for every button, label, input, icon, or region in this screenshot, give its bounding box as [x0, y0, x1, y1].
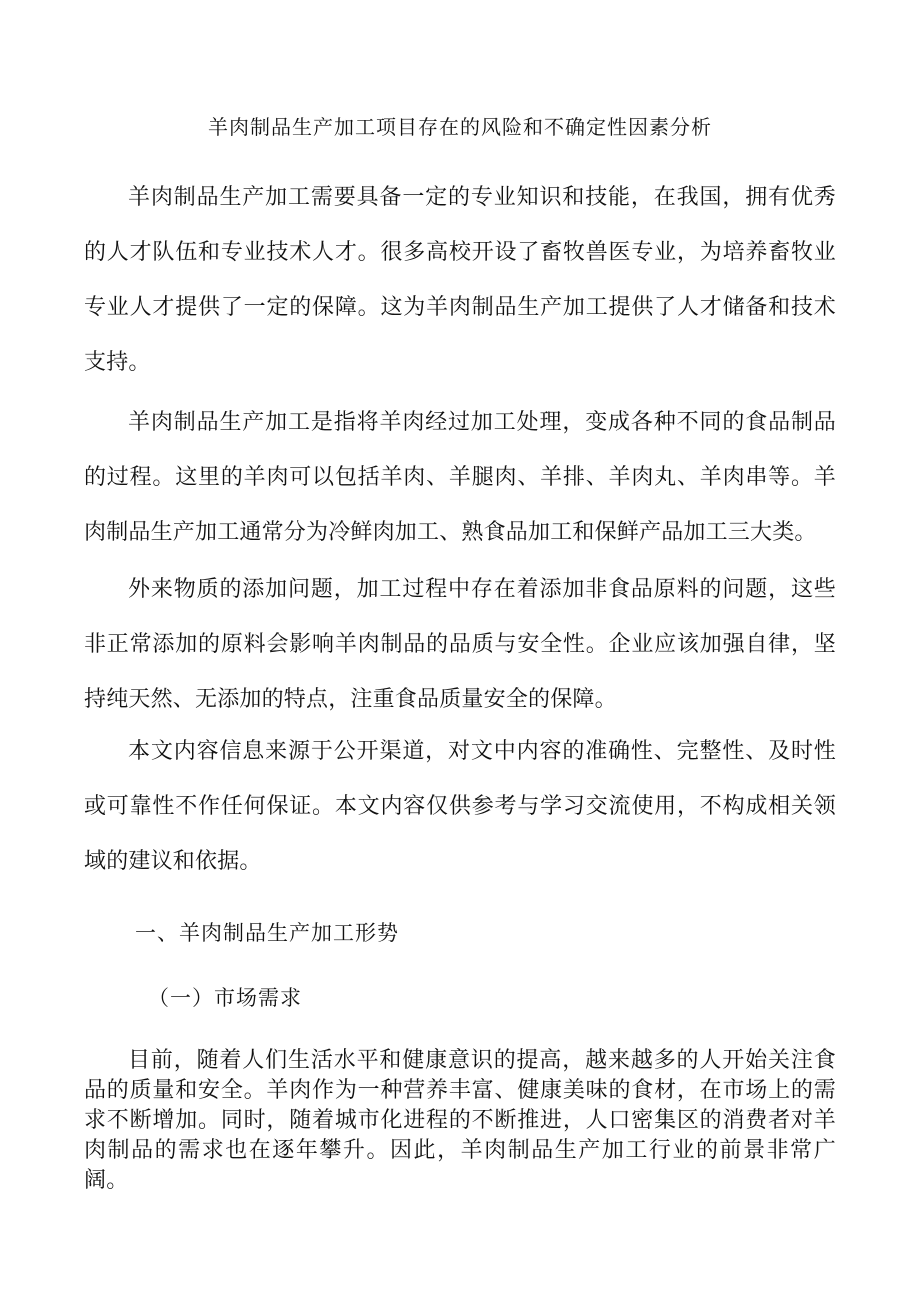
subsection-heading: （一）市场需求: [148, 986, 302, 1010]
paragraph-talent: 羊肉制品生产加工需要具备一定的专业知识和技能，在我国，拥有优秀的人才队伍和专业技术人才。很多高校开设了畜牧兽医专业，为培养畜牧业专业人才提供了一定的保障。这为羊肉制品生产加工提供了人才储备和技术支持。: [84, 185, 836, 375]
paragraph-market-demand: 目前，随着人们生活水平和健康意识的提高，越来越多的人开始关注食品的质量和安全。羊肉作为一种营养丰富、健康美味的食材，在市场上的需求不断增加。同时，随着城市化进程的不断推进，人口密集区的消费者对羊肉制品的需求也在逐年攀升。因此，羊肉制品生产加工行业的前景非常广阔。: [84, 1048, 836, 1193]
document-title: 羊肉制品生产加工项目存在的风险和不确定性因素分析: [208, 115, 712, 139]
paragraph-disclaimer: 本文内容信息来源于公开渠道，对文中内容的准确性、完整性、及时性或可靠性不作任何保证。本文内容仅供参考与学习交流使用，不构成相关领域的建议和依据。: [84, 739, 836, 874]
section-heading: 一、羊肉制品生产加工形势: [135, 921, 399, 945]
paragraph-definition: 羊肉制品生产加工是指将羊肉经过加工处理，变成各种不同的食品制品的过程。这里的羊肉可以包括羊肉、羊腿肉、羊排、羊肉丸、羊肉串等。羊肉制品生产加工通常分为冷鲜肉加工、熟食品加工和保鲜产品加工三大类。: [84, 410, 836, 545]
paragraph-additives: 外来物质的添加问题，加工过程中存在着添加非食品原料的问题，这些非正常添加的原料会影响羊肉制品的品质与安全性。企业应该加强自律，坚持纯天然、无添加的特点，注重食品质量安全的保障。: [84, 577, 836, 712]
